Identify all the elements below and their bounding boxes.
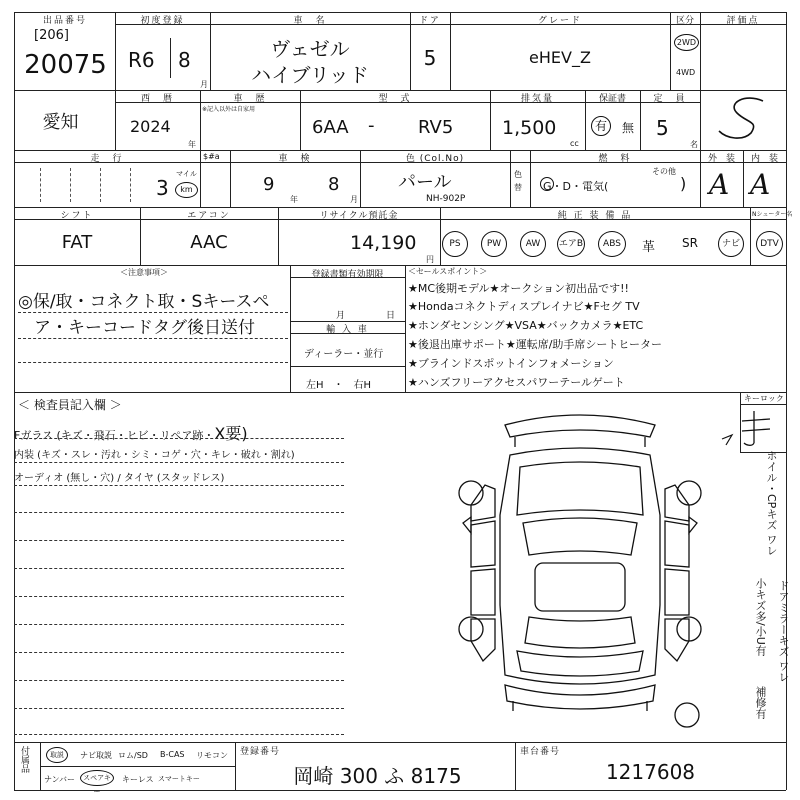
plate-label: 登録番号 <box>240 747 281 757</box>
displacement-value: 1,500 <box>502 117 557 139</box>
displacement-unit: cc <box>570 139 579 148</box>
grade-value: eHEV_Z <box>529 48 591 67</box>
drive-label: 区分 <box>675 16 694 26</box>
reg-month: 月 <box>336 311 346 321</box>
equipment-label: 純 正 装 備 品 <box>557 211 633 221</box>
car-name-label: 車 名 <box>293 16 327 26</box>
equip-navi: ナビ <box>718 231 744 257</box>
col-divider <box>405 265 406 392</box>
reg-day: 日 <box>386 311 396 321</box>
history-note: ※記入以外は自家用 <box>202 106 256 113</box>
year-unit: 年 <box>188 140 196 149</box>
plate-number: 岡崎 300 ふ 8175 <box>293 764 462 788</box>
inspector-line <box>14 540 344 541</box>
mileage-label: 走 行 <box>90 154 124 164</box>
year-label: 西 暦 <box>140 94 174 104</box>
fuel-close: ) <box>680 174 687 193</box>
side-note-wheel: ホイル・CPキズ ワレ <box>765 450 778 556</box>
fglass-prefix: Fガラス (キズ・飛石・ヒビ・リペア跡・ <box>14 429 215 442</box>
model-label: 型 式 <box>378 94 412 104</box>
acc-smart-key: スマートキー <box>158 775 200 783</box>
acc-manual: 取説 <box>46 747 68 763</box>
sales-point: ★後退出庫サポート★運転席/助手席シートヒーター <box>408 338 662 351</box>
model-code: RV5 <box>418 117 454 138</box>
keylock-mark <box>718 405 784 451</box>
inspector-line1 <box>14 421 248 444</box>
inspector-line <box>14 512 344 513</box>
car-name-line2: ハイブリッド <box>251 63 369 87</box>
mileage-digit-divider <box>40 168 41 202</box>
inspector-line <box>14 708 344 709</box>
equip-pw: PW <box>481 231 507 257</box>
recycle-unit: 円 <box>426 255 434 264</box>
sales-point: ★MC後期モデル★オークション初出品です!! <box>408 282 629 295</box>
import-dealer: ディーラー・並行 <box>304 349 384 360</box>
import-label: 輸 入 車 <box>326 325 369 335</box>
history-label: 車 歴 <box>233 94 267 104</box>
lot-sub: [206] <box>34 28 69 43</box>
row-divider <box>14 392 786 393</box>
inspector-line <box>14 568 344 569</box>
chassis-label: 車台番号 <box>520 747 561 757</box>
fglass-mark: X <box>214 424 226 443</box>
inspector-line <box>14 438 344 439</box>
car-diagram <box>455 405 705 740</box>
region: 愛知 <box>42 112 79 133</box>
score-mark <box>715 95 775 143</box>
inspector-line <box>14 734 344 735</box>
chassis-number: 1217608 <box>605 760 696 784</box>
mileage-unit-label: $#a <box>203 152 220 161</box>
first-reg-month: 8 <box>178 48 191 72</box>
warranty-no: 無 <box>622 121 635 135</box>
col-divider <box>235 742 236 790</box>
door-count: 5 <box>423 46 437 70</box>
table-border-left <box>14 12 15 790</box>
equip-ps: PS <box>442 231 468 257</box>
color-code: NH-902P <box>426 194 466 204</box>
mileage-value: 3 <box>156 176 169 200</box>
equip-airbag: エアB <box>557 231 585 257</box>
inspection-year-unit: 年 <box>290 195 298 204</box>
inspector-line <box>14 680 344 681</box>
recycle-label: リサイクル預託金 <box>319 211 399 221</box>
exterior-grade: A <box>709 168 730 201</box>
new-model-label: Nシューター名 <box>752 211 793 218</box>
displacement-label: 排気量 <box>520 94 554 104</box>
inspector-line3: オーディオ (無し・穴) / タイヤ (スタッドレス) <box>14 473 225 484</box>
warranty-label: 保証書 <box>598 94 626 104</box>
note-line <box>18 362 288 363</box>
acc-spare-key: スペアキー <box>80 770 114 786</box>
col-divider <box>750 207 751 265</box>
col-divider <box>510 150 511 207</box>
drive-4wd: 4WD <box>676 68 696 77</box>
grade-label: グレード <box>537 16 582 26</box>
inspection-label: 車 検 <box>278 154 312 164</box>
col-divider <box>700 12 701 150</box>
note-line <box>18 338 288 339</box>
color-change-label: 色替 <box>514 170 522 192</box>
mileage-digit-divider <box>130 168 131 202</box>
drive-2wd-circled: 2WD <box>674 34 699 51</box>
inspector-line <box>14 462 344 463</box>
acc-rom-sd: ロム/SD <box>118 751 148 760</box>
capacity-label: 定 員 <box>653 94 687 104</box>
header-underline <box>290 366 405 367</box>
inspector-line <box>14 624 344 625</box>
side-note-repair: 補修有 <box>754 686 767 719</box>
col-divider <box>200 150 201 207</box>
shift-label: シフト <box>60 211 94 221</box>
capacity-unit: 名 <box>690 140 698 149</box>
side-note-scratch: 小キズ多/小U有 <box>754 578 767 656</box>
model-dash: - <box>368 115 375 136</box>
first-reg-year: R6 <box>128 48 155 72</box>
fuel-other: その他 <box>652 167 676 176</box>
reg-deadline-label: 登録書類有効期限 <box>311 270 384 280</box>
mileage-km-circled: km <box>175 182 198 198</box>
mileage-digit-divider <box>100 168 101 202</box>
first-reg-label: 初度登録 <box>140 16 185 26</box>
acc-navi-manual: ナビ取説 <box>80 751 112 760</box>
row-divider <box>14 265 786 266</box>
fuel-label: 燃 料 <box>598 154 632 164</box>
lot-number: 20075 <box>24 50 107 80</box>
sales-point: ★ブラインドスポットインフォメーション <box>408 357 614 370</box>
color-value: パール <box>398 172 452 193</box>
row-divider <box>14 742 786 743</box>
score-label: 評価点 <box>726 16 760 26</box>
table-border-bottom <box>14 790 786 791</box>
recycle-value: 14,190 <box>350 232 417 254</box>
lot-label: 出品番号 <box>42 16 87 26</box>
exterior-label: 外 装 <box>707 154 735 164</box>
car-name-line1: ヴェゼル <box>270 37 350 61</box>
sales-label: ＜セールスポイント＞ <box>408 267 488 276</box>
accessories-label: 付属品 <box>19 746 29 773</box>
equip-dtv: DTV <box>756 231 783 257</box>
color-label: 色 (Col.No) <box>405 154 465 164</box>
capacity-value: 5 <box>656 116 669 140</box>
cell-divider <box>170 38 171 78</box>
sales-point: ★Hondaコネクトディスプレイナビ★Fセグ TV <box>408 300 640 313</box>
interior-label: 内 装 <box>750 154 778 164</box>
sales-point: ★ホンダセンシング★VSA★バックカメラ★ETC <box>408 319 644 332</box>
equip-aw: AW <box>520 231 546 257</box>
interior-grade: A <box>750 168 771 201</box>
notes-line1: ◎保/取・コネクト取・Sキースペ <box>18 292 270 312</box>
door-label: ドア <box>419 16 441 26</box>
inspector-line <box>14 652 344 653</box>
mileage-digit-divider <box>70 168 71 202</box>
side-note-mirror: ドアミラーキズ ワレ <box>777 580 790 683</box>
inspection-month-unit: 月 <box>350 195 358 204</box>
inspector-line2: 内装 (キズ・スレ・汚れ・シミ・コゲ・穴・キレ・破れ・割れ) <box>14 450 295 461</box>
inspector-line <box>14 485 344 486</box>
equip-leather: 革 <box>642 240 656 255</box>
aircon-label: エアコン <box>187 211 231 221</box>
note-line <box>18 312 288 313</box>
notes-line2: ア・キーコードタグ後日送付 <box>34 318 255 338</box>
first-reg-unit: 月 <box>200 80 208 89</box>
inspector-title: ＜ 検査員記入欄 ＞ <box>18 398 122 412</box>
sales-point: ★ハンズフリーアクセスパワーテールゲート <box>408 376 625 389</box>
acc-keyless: キーレス <box>122 775 154 784</box>
header-underline <box>40 766 235 767</box>
fuel-options: G・D・電気( <box>543 180 609 193</box>
notes-label: ＜注意事項＞ <box>120 268 168 277</box>
model-prefix: 6AA <box>312 117 349 138</box>
inspection-year: 9 <box>263 174 275 195</box>
equip-sunroof: SR <box>682 236 698 250</box>
fglass-suffix: 要) <box>225 424 248 443</box>
shift-value: FAT <box>61 232 93 253</box>
keylock-label: キーロック <box>744 394 784 403</box>
acc-remote: リモコン <box>196 751 228 760</box>
inspector-line <box>14 596 344 597</box>
year-value: 2024 <box>130 117 171 136</box>
aircon-value: AAC <box>190 232 228 253</box>
import-steering: 左H ・ 右H <box>306 380 372 391</box>
mileage-mile: マイル <box>176 170 197 178</box>
acc-number: ナンバー <box>44 775 76 784</box>
equip-abs: ABS <box>598 231 626 257</box>
inspection-month: 8 <box>328 174 340 195</box>
warranty-yes-circled: 有 <box>591 116 611 136</box>
acc-bcas: B-CAS <box>160 750 185 759</box>
